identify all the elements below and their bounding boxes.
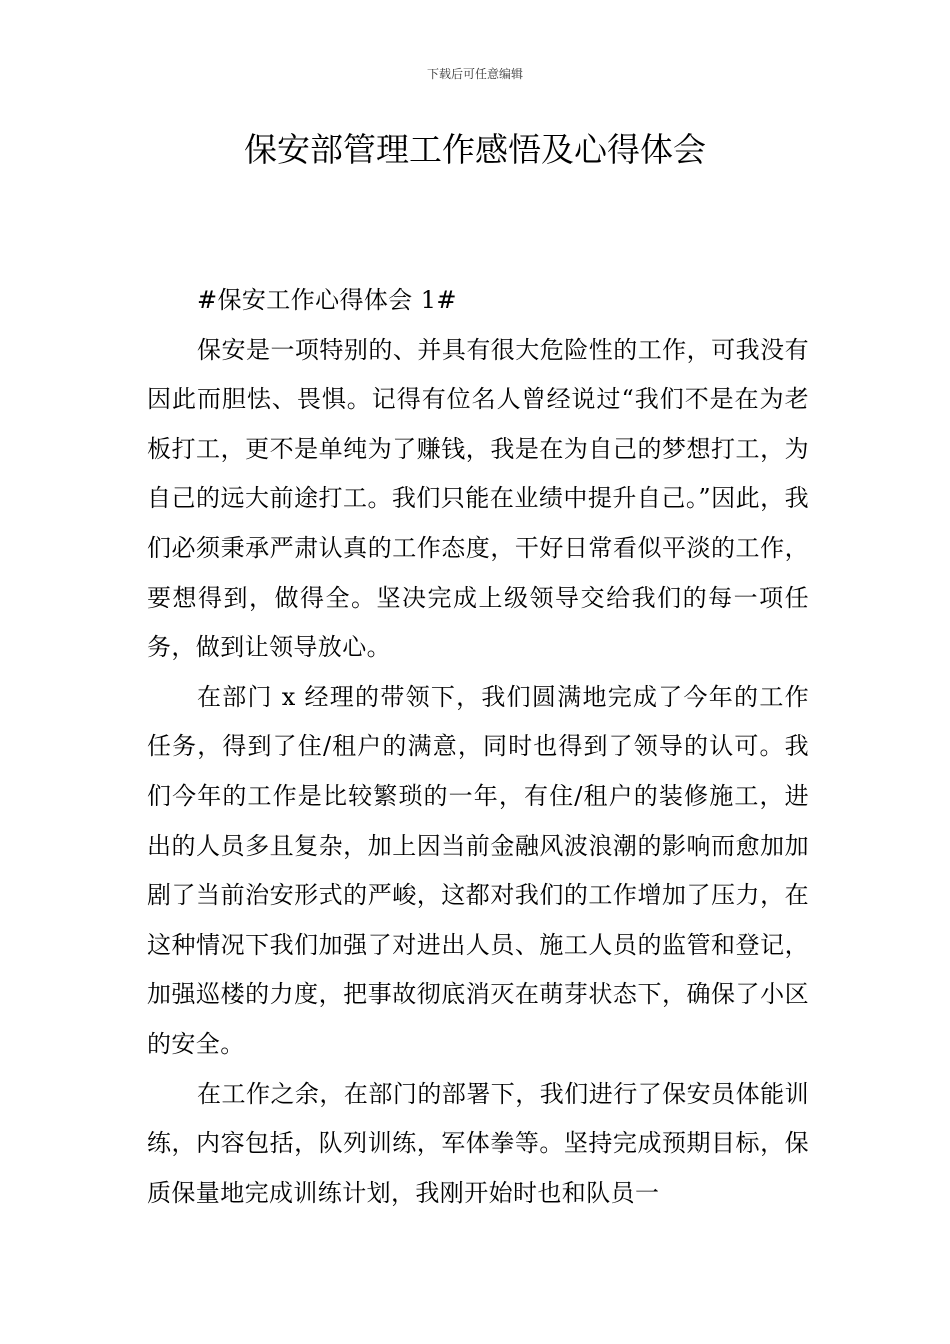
page-title: 保安部管理工作感悟及心得体会 xyxy=(244,130,706,169)
paragraph-3: 在工作之余，在部门的部署下，我们进行了保安员体能训练，内容包括，队列训练，军体拳等。坚持完成预期目标，保质保量地完成训练计划，我刚开始时也和队员一 xyxy=(147,1079,809,1207)
header-note: 下载后可任意编辑 xyxy=(426,67,523,81)
paragraph-1: 保安是一项特别的、并具有很大危险性的工作，可我没有因此而胆怯、畏惧。记得有位名人曾经说过“我们不是在为老板打工，更不是单纯为了赚钱，我是在为自己的梦想打工，为自己的远大前途打工。我们只能在业绩中提升自己。”因此，我们必须秉承严肃认真的工作态度，干好日常看似平淡的工作，要想得到，做得全。坚决完成上级领导交给我们的每一项任务，做到让领导放心。 xyxy=(147,335,809,662)
section-heading: #保安工作心得体会 1# xyxy=(197,286,457,314)
document-body xyxy=(147,276,809,1218)
paragraph-2: 在部门 x 经理的带领下，我们圆满地完成了今年的工作任务，得到了住/租户的满意，同时也得到了领导的认可。我们今年的工作是比较繁琐的一年，有住/租户的装修施工，进出的人员多且复杂，加上因当前金融风波浪潮的影响而愈加加剧了当前治安形式的严峻，这都对我们的工作增加了压力，在这种情况下我们加强了对进出人员、施工人员的监管和登记，加强巡楼的力度，把事故彻底消灭在萌芽状态下，确保了小区的安全。 xyxy=(147,682,809,1058)
